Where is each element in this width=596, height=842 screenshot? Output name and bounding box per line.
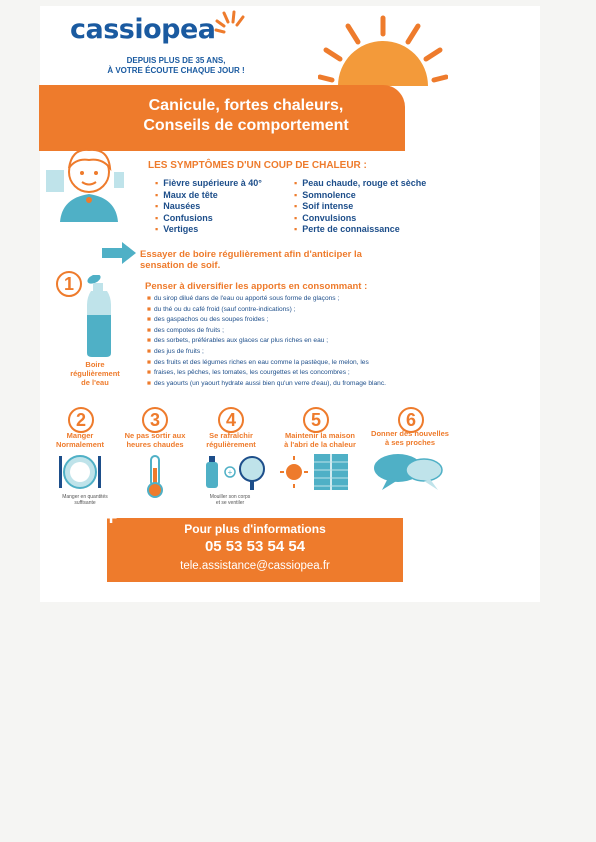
page-title — [86, 96, 406, 136]
tip-note-cool-down — [200, 494, 260, 506]
drink-label-line-2: régulièrement — [70, 369, 120, 378]
tip-label-line-1: Maintenir la maison — [284, 431, 356, 440]
title-line-2: Conseils de comportement — [143, 117, 349, 134]
symptoms-list-right — [294, 178, 426, 236]
symptom-item: ▪ Peau chaude, rouge et sèche — [294, 178, 426, 190]
thermometer-icon — [143, 454, 167, 498]
tip-note-line-1: Manger en quantités — [62, 494, 108, 500]
step-number-1: 1 — [56, 271, 82, 297]
step-number-4: 4 — [218, 407, 244, 433]
tip-label-line-1: Donner des nouvelles — [371, 429, 449, 438]
sun-and-shutters-icon — [280, 452, 352, 492]
symptom-item: ▪ Soif intense — [294, 201, 426, 213]
drink-advice — [140, 249, 410, 271]
tagline — [106, 56, 246, 76]
tip-note-line-2: suffisante — [74, 500, 96, 506]
contact-email: tele.assistance@cassiopea.fr — [180, 560, 330, 572]
symptoms-list-left — [155, 178, 262, 236]
step-number-2: 2 — [68, 407, 94, 433]
tip-label-line-2: Normalement — [56, 440, 104, 449]
tip-label-line-2: heures chaudes — [126, 440, 184, 449]
step-number-5: 5 — [303, 407, 329, 433]
symptom-item: ▪ Convulsions — [294, 213, 426, 225]
svg-text:+: + — [227, 468, 233, 477]
tip-label-line-1: Se rafraîchir — [209, 431, 253, 440]
symptom-item: ▪ Somnolence — [294, 190, 426, 202]
plus-icon: + — [104, 505, 118, 530]
drink-label-line-3: de l'eau — [81, 378, 109, 387]
tip-note-line-1: Mouiller son corps — [209, 494, 251, 500]
tip-note-line-2: et se ventiler — [215, 500, 245, 506]
arrow-icon — [100, 240, 138, 266]
tip-label-house — [275, 431, 365, 449]
drink-advice-line-2: sensation de soif. — [140, 260, 221, 271]
tip-label-line-1: Manger — [66, 431, 94, 440]
symptom-item: ▪ Fièvre supérieure à 40° — [155, 178, 262, 190]
symptoms-heading: LES SYMPTÔMES D'UN COUP DE CHALEUR : — [148, 160, 367, 171]
plate-cutlery-icon — [56, 452, 104, 492]
contact-heading: Pour plus d'informations — [184, 522, 326, 536]
list-item: ■ des sorbets, préférables aux glaces car plus riches en eau ; — [147, 336, 437, 347]
tip-label-line-2: à ses proches — [384, 438, 436, 447]
drink-options-list — [147, 294, 437, 389]
step-number-3: 3 — [142, 407, 168, 433]
logo-rays-icon — [210, 8, 250, 38]
list-item: ■ des fruits et des légumes riches en eau comme la pastèque, le melon, les — [147, 358, 437, 369]
symptom-item: ▪ Nausées — [155, 201, 262, 213]
tip-label-line-2: régulièrement — [206, 440, 256, 449]
tip-label-line-2: à l'abri de la chaleur — [284, 440, 356, 449]
brand-logo: cassiopea — [70, 14, 216, 45]
symptom-item: ▪ Vertiges — [155, 224, 262, 236]
spray-and-fan-icon — [202, 452, 266, 492]
drink-label-line-1: Boire — [85, 360, 105, 369]
list-item: ■ du thé ou du café froid (sauf contre-indications) ; — [147, 305, 437, 316]
contact-phone: 05 53 53 54 54 — [204, 538, 306, 555]
list-item: ■ du sirop dilué dans de l'eau ou apporté sous forme de glaçons ; — [147, 294, 437, 305]
drink-advice-line-1: Essayer de boire régulièrement afin d'anticiper la — [140, 249, 362, 260]
list-item: ■ des jus de fruits ; — [147, 347, 437, 358]
water-bottle-icon — [82, 275, 116, 359]
tip-label-cool-down — [186, 431, 276, 449]
list-item: ■ des gaspachos ou des soupes froides ; — [147, 315, 437, 326]
tip-label-line-1: Ne pas sortir aux — [124, 431, 186, 440]
title-line-1: Canicule, fortes chaleurs, — [148, 97, 344, 114]
tagline-line-1: DEPUIS PLUS DE 35 ANS, — [126, 56, 226, 65]
elderly-person-icon — [44, 142, 139, 224]
symptom-item: ▪ Maux de tête — [155, 190, 262, 202]
symptom-item: ▪ Perte de connaissance — [294, 224, 426, 236]
symptom-item: ▪ Confusions — [155, 213, 262, 225]
sun-icon — [318, 14, 448, 89]
tip-label-news — [365, 429, 455, 447]
list-item-continued: ■ fraises, les pêches, les tomates, les courgettes et les concombres ; — [147, 368, 437, 379]
step-number-6: 6 — [398, 407, 424, 433]
drink-label — [60, 360, 130, 387]
speech-bubbles-icon — [372, 450, 444, 494]
tagline-line-2: À VOTRE ÉCOUTE CHAQUE JOUR ! — [107, 66, 245, 75]
list-item: ■ des compotes de fruits ; — [147, 326, 437, 337]
list-item: ■ des yaourts (un yaourt hydrate aussi bien qu'un verre d'eau), du fromage blanc. — [147, 379, 437, 390]
diversify-heading: Penser à diversifier les apports en consommant : — [145, 281, 368, 292]
